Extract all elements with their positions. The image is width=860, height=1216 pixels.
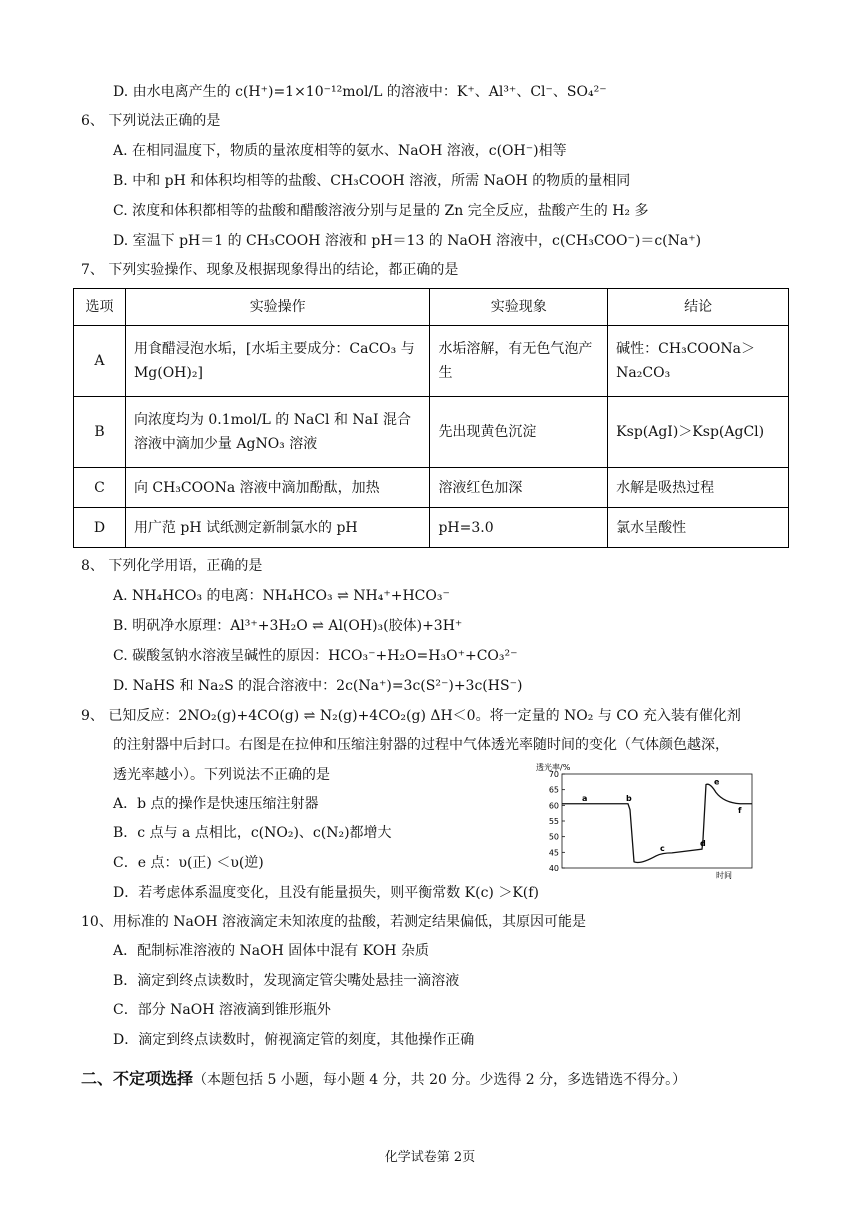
y-tick-label: 65 — [548, 785, 559, 795]
transmittance-chart — [526, 760, 758, 882]
row-phenomenon: 溶液红色加深 — [430, 468, 608, 508]
table-row — [74, 397, 789, 468]
point-label-b: b — [626, 793, 632, 803]
q8-stem: 8、 下列化学用语，正确的是 — [81, 558, 263, 574]
row-key: C — [74, 468, 126, 508]
q9-option-b: B．c 点与 a 点相比，c(NO₂)、c(N₂)都增大 — [113, 825, 392, 841]
point-label-d: d — [700, 839, 706, 849]
q6-stem: 6、 下列说法正确的是 — [81, 113, 221, 129]
q10-option-b: B．滴定到终点读数时，发现滴定管尖嘴处悬挂一滴溶液 — [113, 973, 460, 989]
row-phenomenon: 先出现黄色沉淀 — [430, 397, 608, 468]
header-phenomenon: 实验现象 — [430, 289, 608, 326]
q9-stem-line3: 透光率越小）。下列说法不正确的是 — [113, 767, 330, 783]
q6-option-a: A. 在相同温度下，物质的量浓度相等的氨水、NaOH 溶液，c(OH⁻)相等 — [113, 143, 567, 159]
section-note: （本题包括 5 小题，每小题 4 分，共 20 分。少选得 2 分，多选错选不得分。） — [193, 1072, 687, 1088]
row-operation: 用食醋浸泡水垢，[水垢主要成分：CaCO₃ 与 Mg(OH)₂] — [125, 326, 430, 397]
chart-ticks — [549, 770, 565, 873]
q9-option-c: C．e 点：υ(正) ＜υ(逆) — [113, 855, 264, 871]
row-conclusion: 水解是吸热过程 — [608, 468, 789, 508]
y-tick-label: 55 — [548, 817, 559, 826]
q9-option-d: D．若考虑体系温度变化，且没有能量损失，则平衡常数 K(c) ＞K(f) — [113, 885, 539, 901]
y-tick-label: 45 — [548, 848, 559, 858]
q10-option-a: A．配制标准溶液的 NaOH 固体中混有 KOH 杂质 — [113, 943, 429, 959]
point-label-c: c — [660, 843, 665, 853]
point-label-f: f — [738, 805, 742, 815]
row-operation: 用广范 pH 试纸测定新制氯水的 pH — [125, 508, 430, 548]
row-operation: 向浓度均为 0.1mol/L 的 NaCl 和 NaI 混合溶液中滴加少量 AgNO₃ 溶液 — [125, 397, 430, 468]
row-phenomenon: 水垢溶解，有无色气泡产生 — [430, 326, 608, 397]
row-conclusion: 氯水呈酸性 — [608, 508, 789, 548]
q6-option-d: D. 室温下 pH＝1 的 CH₃COOH 溶液和 pH＝13 的 NaOH 溶液中，c(CH₃COO⁻)＝c(Na⁺) — [113, 233, 702, 249]
chart-frame — [562, 774, 752, 868]
chart-axes — [562, 774, 752, 868]
row-operation: 向 CH₃COONa 溶液中滴加酚酞，加热 — [125, 468, 430, 508]
q10-stem: 10、用标准的 NaOH 溶液滴定未知浓度的盐酸，若测定结果偏低，其原因可能是 — [81, 914, 586, 930]
q8-option-a: A. NH₄HCO₃ 的电离：NH₄HCO₃ ⇌ NH₄⁺+HCO₃⁻ — [113, 588, 450, 604]
chart-curve — [562, 784, 752, 862]
row-key: A — [74, 326, 126, 397]
point-label-e: e — [714, 777, 720, 787]
q8-option-b: B. 明矾净水原理：Al³⁺+3H₂O ⇌ Al(OH)₃(胶体)+3H⁺ — [113, 618, 463, 634]
table-header-row — [74, 289, 789, 326]
q9-stem-line2: 的注射器中后封口。右图是在拉伸和压缩注射器的过程中气体透光率随时间的变化（气体颜色越深， — [113, 737, 729, 753]
table-row — [74, 326, 789, 397]
chart-ylabel: 透光率/% — [536, 763, 571, 772]
q9-option-a: A．b 点的操作是快速压缩注射器 — [113, 796, 319, 812]
header-operation: 实验操作 — [125, 289, 430, 326]
section-heading — [81, 1066, 686, 1089]
point-label-a: a — [582, 793, 588, 803]
header-conclusion: 结论 — [608, 289, 789, 326]
chart-point-labels — [582, 778, 742, 853]
q6-option-b: B. 中和 pH 和体积均相等的盐酸、CH₃COOH 溶液，所需 NaOH 的物质的量相同 — [113, 173, 631, 189]
page-footer: 化学试卷第 2页 — [384, 1150, 476, 1165]
q5-option-d: D. 由水电离产生的 c(H⁺)=1×10⁻¹²mol/L 的溶液中：K⁺、Al³⁺、Cl⁻、SO₄²⁻ — [113, 84, 607, 100]
q6-option-c: C. 浓度和体积都相等的盐酸和醋酸溶液分别与足量的 Zn 完全反应，盐酸产生的 H₂ 多 — [113, 203, 649, 219]
y-tick-label: 70 — [548, 770, 559, 779]
q8-option-c: C. 碳酸氢钠水溶液呈碱性的原因：HCO₃⁻+H₂O=H₃O⁺+CO₃²⁻ — [113, 648, 518, 664]
header-option: 选项 — [74, 289, 126, 326]
q10-option-d: D．滴定到终点读数时，俯视滴定管的刻度，其他操作正确 — [113, 1032, 475, 1048]
row-conclusion: Ksp(AgI)＞Ksp(AgCl) — [608, 397, 789, 468]
row-conclusion: 碱性：CH₃COONa＞Na₂CO₃ — [608, 326, 789, 397]
table-row — [74, 508, 789, 548]
y-tick-label: 60 — [548, 801, 559, 811]
chart-xlabel: 时间 — [716, 871, 732, 880]
row-key: B — [74, 397, 126, 468]
row-key: D — [74, 508, 126, 548]
q10-option-c: C．部分 NaOH 溶液滴到锥形瓶外 — [113, 1002, 331, 1018]
q8-option-d: D. NaHS 和 Na₂S 的混合溶液中：2c(Na⁺)=3c(S²⁻)+3c(HS⁻) — [113, 678, 523, 694]
row-phenomenon: pH=3.0 — [430, 508, 608, 548]
section-title: 二、不定项选择 — [81, 1069, 194, 1088]
q7-stem: 7、 下列实验操作、现象及根据现象得出的结论，都正确的是 — [81, 262, 459, 278]
q9-stem: 9、 已知反应：2NO₂(g)+4CO(g) ⇌ N₂(g)+4CO₂(g) ΔH＜0。将一定量的 NO₂ 与 CO 充入装有催化剂 — [81, 708, 741, 724]
y-tick-label: 40 — [548, 864, 559, 873]
y-tick-label: 50 — [548, 832, 559, 842]
experiment-table — [73, 288, 789, 548]
table-row — [74, 468, 789, 508]
